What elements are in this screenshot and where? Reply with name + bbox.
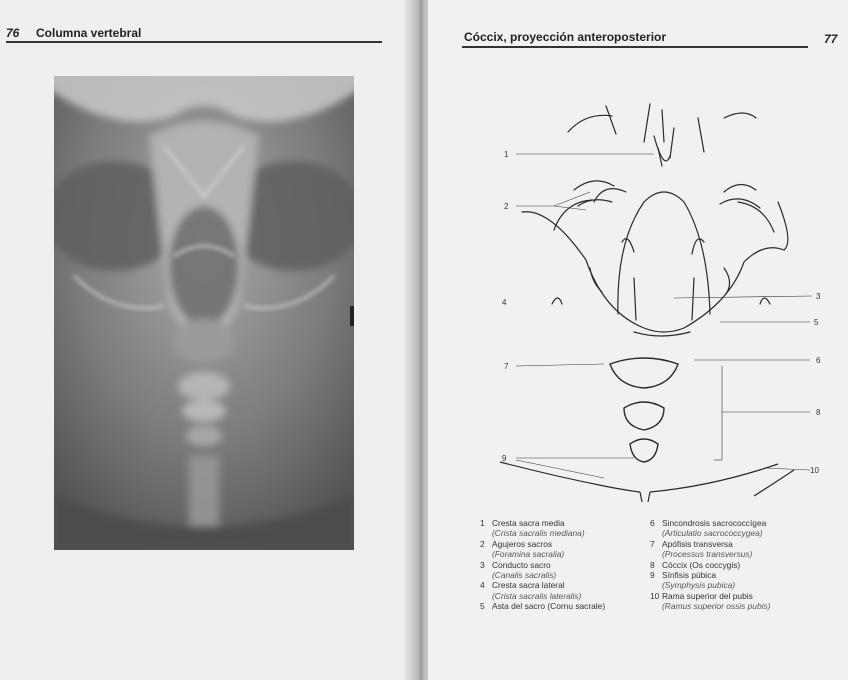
- callout-6: 6: [816, 356, 821, 365]
- callout-10: 10: [810, 466, 819, 475]
- callout-9: 9: [502, 454, 507, 463]
- bone-outlines: [522, 104, 788, 336]
- callout-5: 5: [814, 318, 819, 327]
- legend-right-column: [650, 518, 820, 612]
- left-header-rule: [6, 41, 382, 43]
- legend-item: 2 Agujeros sacros (Foramina sacralia): [480, 538, 565, 560]
- legend-item: 1 Cresta sacra media (Crista sacralis mediana): [480, 518, 585, 539]
- legend-item: 10 Rama superior del pubis (Ramus superior ossis pubis): [650, 590, 771, 612]
- right-header-rule: [462, 46, 808, 48]
- legend-item: 5 Asta del sacro (Cornu sacrale): [480, 601, 606, 612]
- callout-7: 7: [504, 362, 509, 371]
- legend-item: 6 Sincondrosis sacrococcígea (Articulatio sacrococcygea): [650, 518, 767, 539]
- pelvis-xray-image: [54, 76, 354, 550]
- coccyx-line-diagram: [494, 82, 834, 502]
- legend-item: 8 Cóccix (Os coccygis): [650, 559, 741, 570]
- callout-1: 1: [504, 150, 509, 159]
- legend-item: 7 Apófisis transversa (Processus transversus): [650, 538, 753, 560]
- leader-lines: [516, 154, 812, 478]
- right-page-number: 77: [824, 32, 838, 46]
- left-section-title: Columna vertebral: [36, 26, 142, 40]
- legend-left-column: [480, 518, 652, 612]
- callout-3: 3: [816, 292, 821, 301]
- callout-8: 8: [816, 408, 821, 417]
- right-page: [428, 0, 848, 680]
- callout-2: 2: [504, 202, 509, 211]
- callout-4: 4: [502, 298, 507, 307]
- legend-item: 4 Cresta sacra lateral (Crista sacralis lateralis): [480, 580, 582, 601]
- pubic-arch: [500, 462, 794, 502]
- legend-item: 9 Sínfisis púbica (Symphysis pubica): [650, 570, 736, 591]
- left-page: [0, 0, 418, 680]
- coccyx-segments: [610, 358, 678, 462]
- right-page-title: Cóccix, proyección anteroposterior: [464, 30, 667, 44]
- legend-item: 3 Conducto sacro (Canalis sacralis): [480, 559, 557, 581]
- left-page-number: 76: [6, 26, 20, 40]
